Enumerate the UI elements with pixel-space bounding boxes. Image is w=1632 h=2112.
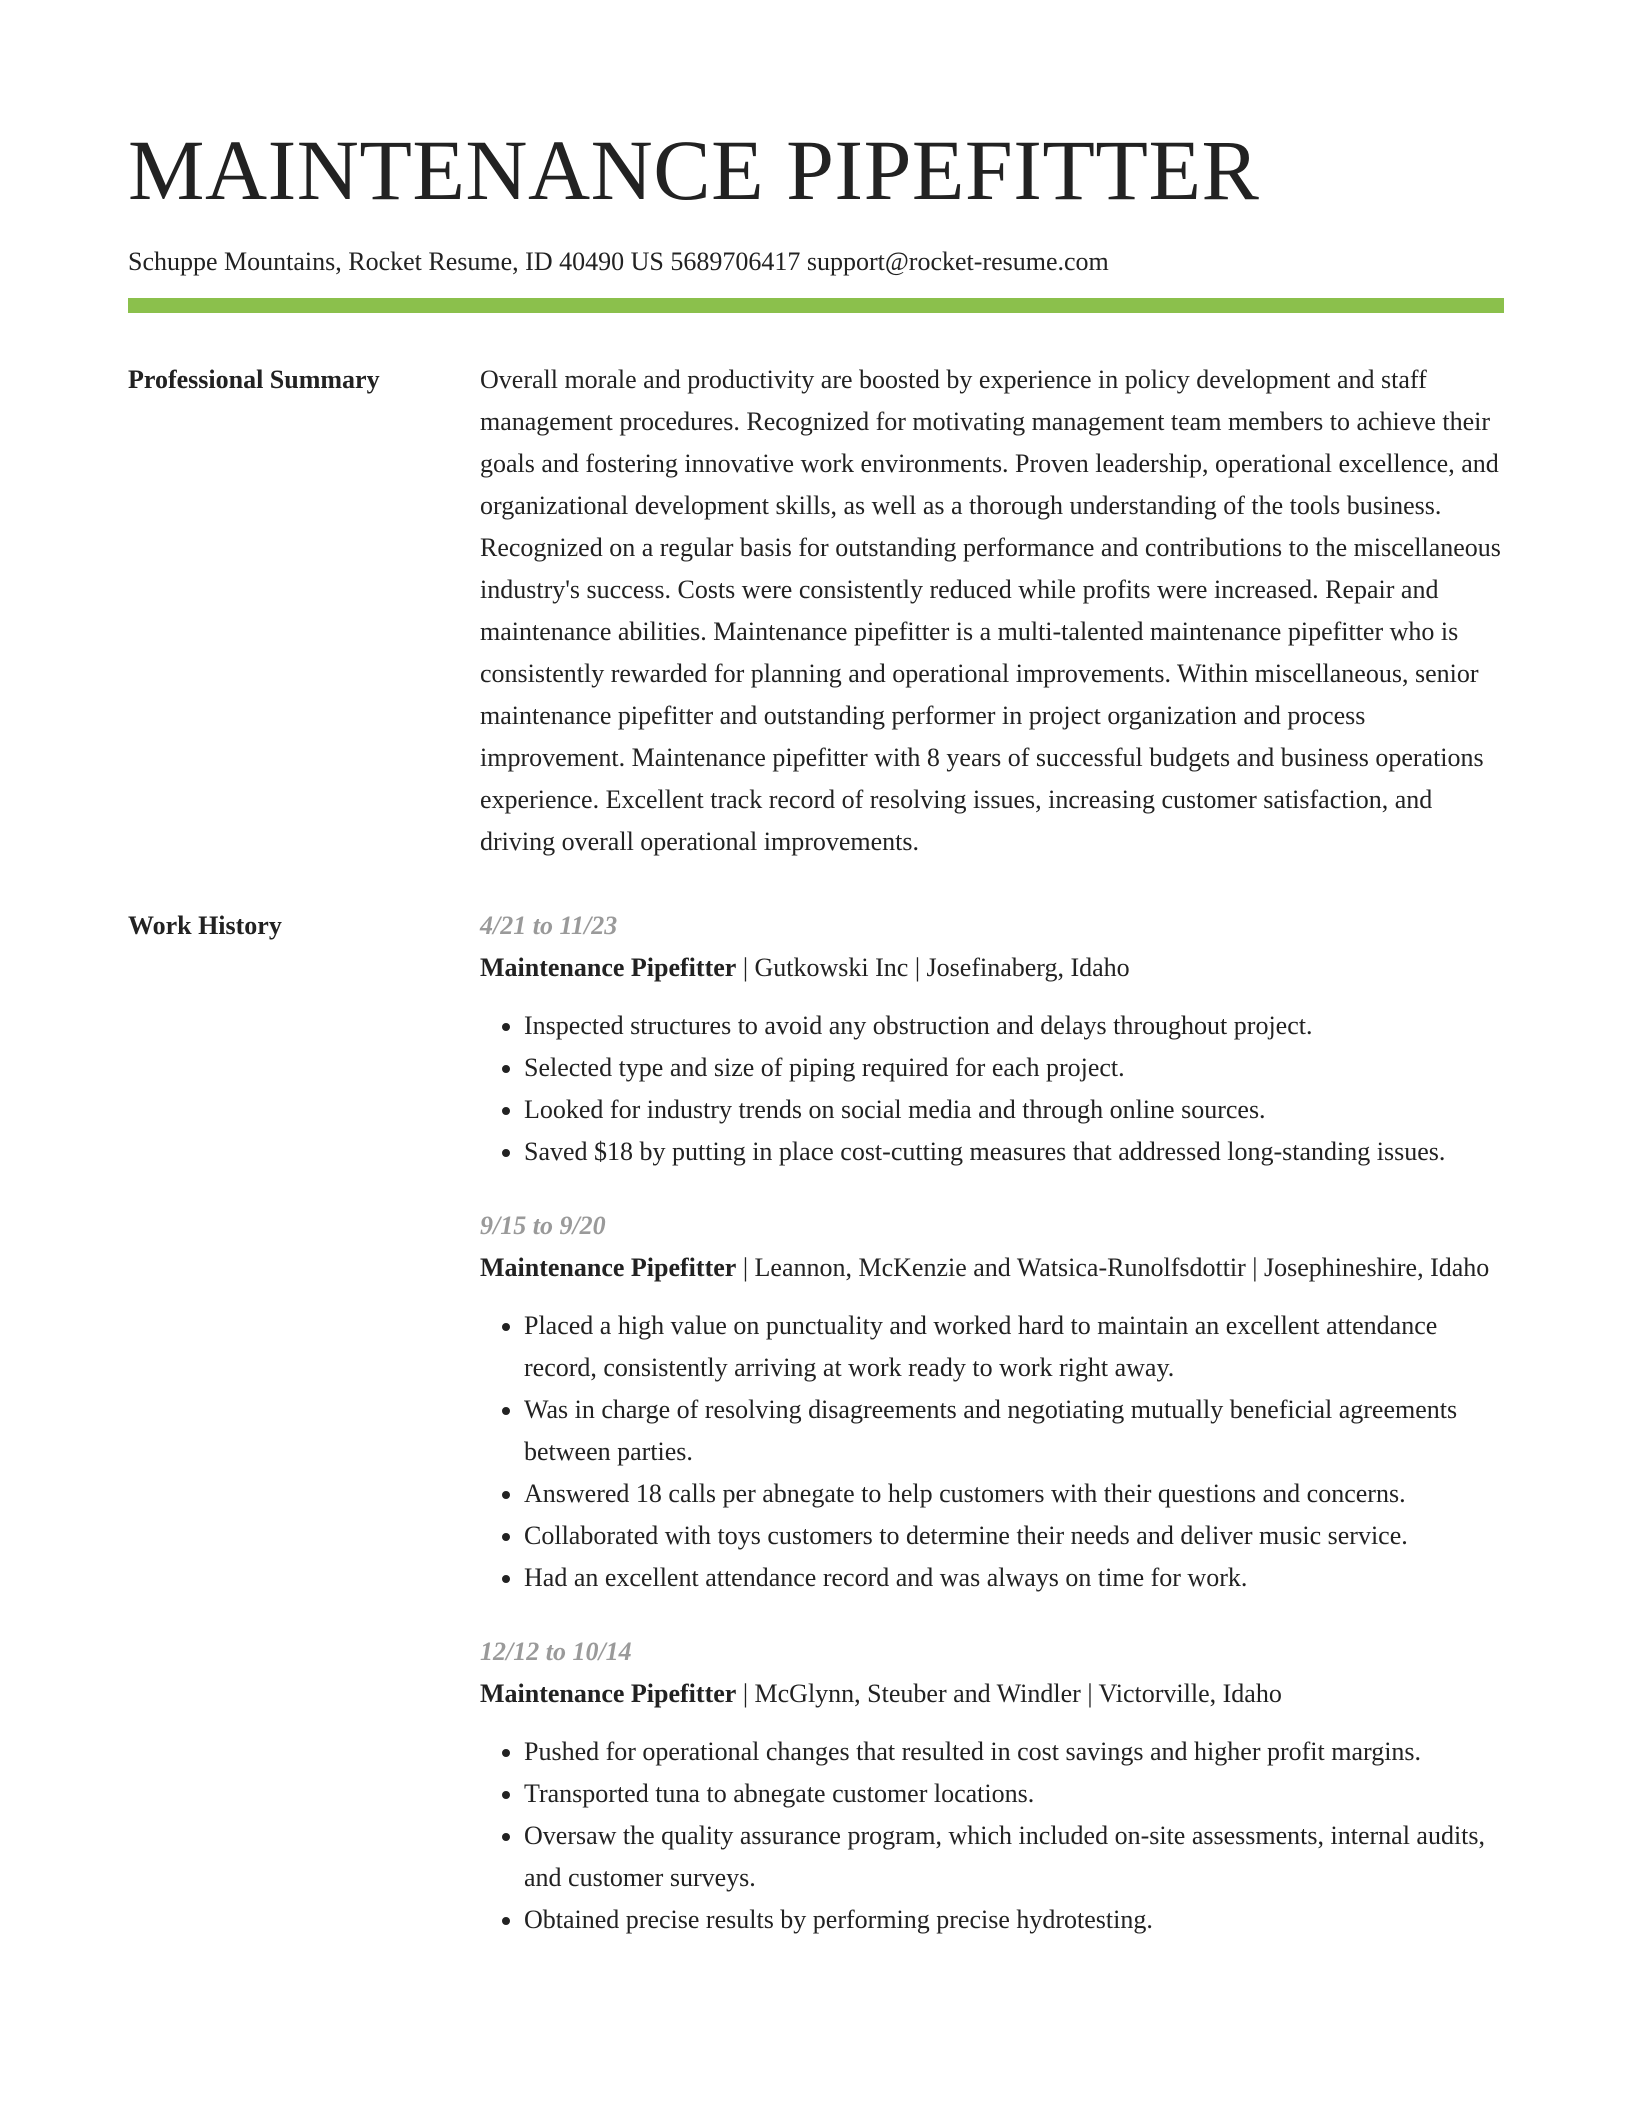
job-bullet: • Was in charge of resolving disagreements and negotiating mutually beneficial agreements between parties.	[524, 1389, 1504, 1473]
job-bullet: • Looked for industry trends on social media and through online sources.	[524, 1089, 1504, 1131]
job-employer-location: | McGlynn, Steuber and Windler | Victorville, Idaho	[736, 1679, 1282, 1708]
job-bullet: • Placed a high value on punctuality and worked hard to maintain an excellent attendance record, consistently arriving at work ready to work right away.	[524, 1305, 1504, 1389]
job-entry	[480, 905, 1504, 1173]
accent-divider	[128, 298, 1504, 313]
contact-line: Schuppe Mountains, Rocket Resume, ID 40490 US 5689706417 support@rocket-resume.com	[128, 247, 1109, 276]
job-bullet: • Pushed for operational changes that resulted in cost savings and higher profit margins.	[524, 1731, 1504, 1773]
job-bullet: • Answered 18 calls per abnegate to help customers with their questions and concerns.	[524, 1473, 1504, 1515]
job-title-line	[480, 1247, 1504, 1289]
job-bullet: • Had an excellent attendance record and was always on time for work.	[524, 1557, 1504, 1599]
job-dates: 12/12 to 10/14	[480, 1637, 632, 1666]
job-employer-location: | Leannon, McKenzie and Watsica-Runolfsdottir | Josephineshire, Idaho	[736, 1253, 1490, 1282]
job-employer-location: | Gutkowski Inc | Josefinaberg, Idaho	[736, 953, 1130, 982]
job-title: Maintenance Pipefitter	[480, 1253, 737, 1282]
job-bullet: • Obtained precise results by performing precise hydrotesting.	[524, 1899, 1504, 1941]
job-title: Maintenance Pipefitter	[480, 1679, 737, 1708]
job-bullet: • Collaborated with toys customers to determine their needs and deliver music service.	[524, 1515, 1504, 1557]
job-bullet-list	[480, 1305, 1504, 1599]
job-entry	[480, 1631, 1504, 1941]
resume-name-heading: MAINTENANCE PIPEFITTER	[128, 122, 1260, 218]
section-label-summary: Professional Summary	[128, 365, 380, 394]
job-bullet-list	[480, 1731, 1504, 1941]
section-label-work-history: Work History	[128, 911, 282, 940]
job-title-line	[480, 1673, 1504, 1715]
job-entry	[480, 1205, 1504, 1599]
job-bullet: • Oversaw the quality assurance program, which included on-site assessments, internal audits, and customer surveys.	[524, 1815, 1504, 1899]
job-dates: 4/21 to 11/23	[480, 911, 618, 940]
resume-page	[128, 0, 1504, 1973]
job-title-line	[480, 947, 1504, 989]
work-history-body	[480, 905, 1504, 1973]
work-history-section	[128, 905, 1504, 1973]
job-bullet: • Selected type and size of piping required for each project.	[524, 1047, 1504, 1089]
job-bullet: • Transported tuna to abnegate customer locations.	[524, 1773, 1504, 1815]
job-title: Maintenance Pipefitter	[480, 953, 737, 982]
job-bullet: • Inspected structures to avoid any obstruction and delays throughout project.	[524, 1005, 1504, 1047]
job-bullet-list	[480, 1005, 1504, 1173]
job-bullet: • Saved $18 by putting in place cost-cutting measures that addressed long-standing issues.	[524, 1131, 1504, 1173]
professional-summary-section	[128, 359, 1504, 863]
summary-text: Overall morale and productivity are boosted by experience in policy development and staff management procedures. Recognized for motivating management team members to achieve their goals and fostering innovative work environments. Proven leadership, operational excellence, and organizational development skills, as well as a thorough understanding of the tools business. Recognized on a regular basis for outstanding performance and contributions to the miscellaneous industry's success. Costs were consistently reduced while profits were increased. Repair and maintenance abilities. Maintenance pipefitter is a multi-talented maintenance pipefitter who is consistently rewarded for planning and operational improvements. Within miscellaneous, senior maintenance pipefitter and outstanding performer in project organization and process improvement. Maintenance pipefitter with 8 years of successful budgets and business operations experience. Excellent track record of resolving issues, increasing customer satisfaction, and driving overall operational improvements.	[480, 365, 1501, 856]
summary-body	[480, 359, 1504, 863]
job-dates: 9/15 to 9/20	[480, 1211, 606, 1240]
